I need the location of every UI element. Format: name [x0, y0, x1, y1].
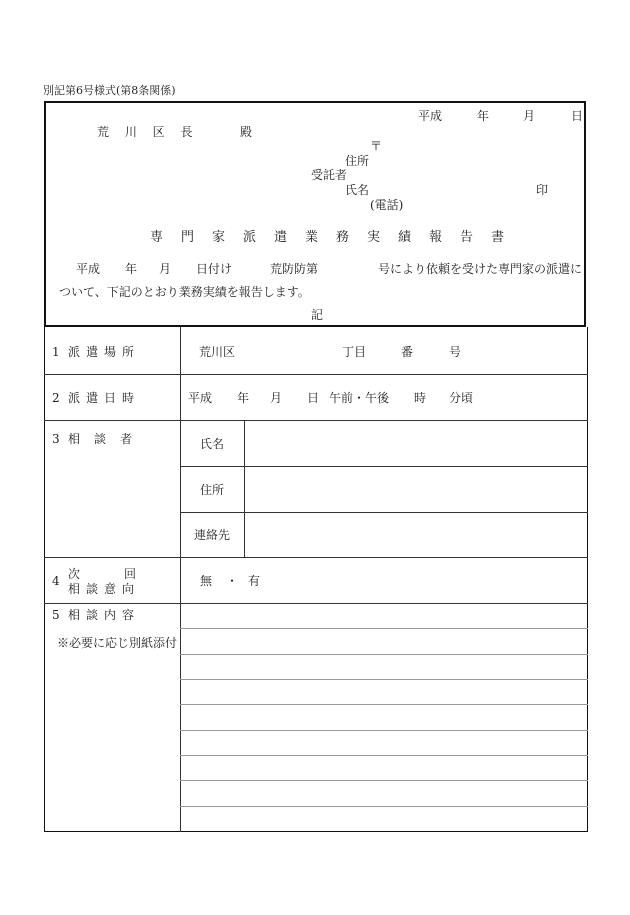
- datetime-era: 平成: [188, 391, 213, 405]
- ki-label: 記: [311, 308, 324, 322]
- postal-mark: 〒: [370, 139, 383, 153]
- item-1-label: 派遣場所: [68, 345, 141, 359]
- next-none-option: 無: [200, 574, 213, 588]
- datetime-minute: 分頃: [449, 391, 474, 405]
- item-2-number: 2: [52, 391, 60, 405]
- row-divider: [44, 374, 588, 375]
- datetime-year: 年: [237, 391, 250, 405]
- label-column-divider: [180, 327, 181, 832]
- seal-label: 印: [536, 183, 549, 197]
- consultant-contact-label: 連絡先: [194, 528, 231, 542]
- sender-address-label: 住所: [345, 154, 370, 168]
- body-office: 荒防防第: [270, 262, 319, 276]
- datetime-month: 月: [270, 391, 283, 405]
- item-3-number: 3: [52, 432, 60, 446]
- consultant-address-label: 住所: [200, 483, 225, 497]
- row-divider: [44, 557, 588, 558]
- ruled-line: [180, 679, 588, 680]
- ruled-line: [180, 755, 588, 756]
- date-month: 月: [523, 109, 536, 123]
- addressee-honorific: 殿: [240, 125, 253, 139]
- content-attachment-note: ※必要に応じ別紙添付: [57, 636, 178, 650]
- sender-role-label: 受託者: [311, 168, 348, 182]
- row-divider: [180, 512, 588, 513]
- body-dated: 日付け: [196, 262, 233, 276]
- place-chome: 丁目: [342, 345, 367, 359]
- body-era: 平成: [76, 262, 101, 276]
- row-divider: [44, 420, 588, 421]
- datetime-hour: 時: [414, 391, 427, 405]
- item-4-label-top: 次回: [68, 567, 181, 581]
- ruled-line: [180, 654, 588, 655]
- next-separator: ・: [226, 574, 239, 588]
- item-5-number: 5: [52, 608, 60, 622]
- place-ward: 荒川区: [199, 345, 236, 359]
- addressee-name: 荒 川 区 長: [97, 125, 199, 139]
- place-go: 号: [449, 345, 462, 359]
- body-line-2: ついて、下記のとおり業務実績を報告します。: [59, 285, 310, 299]
- item-4-label-bottom: 相談意向: [68, 582, 141, 596]
- date-day: 日: [571, 109, 584, 123]
- ruled-line: [180, 628, 588, 629]
- row-divider: [180, 466, 588, 467]
- datetime-ampm: 午前・午後: [329, 391, 390, 405]
- place-ban: 番: [401, 345, 414, 359]
- item-1-number: 1: [52, 345, 60, 359]
- body-rest: 号により依頼を受けた専門家の派遣に: [378, 262, 583, 276]
- item-3-label: 相談者: [68, 432, 147, 446]
- body-month: 月: [159, 262, 172, 276]
- ruled-line: [180, 780, 588, 781]
- datetime-day: 日: [307, 391, 320, 405]
- sender-phone-label: (電話): [370, 198, 404, 212]
- row-divider: [44, 603, 588, 604]
- item-4-number: 4: [52, 574, 60, 588]
- report-title: 専門家派遣業務実績報告書: [150, 230, 523, 245]
- item-2-label: 派遣日時: [68, 391, 141, 405]
- consultant-field-divider: [244, 421, 245, 558]
- consultant-name-label: 氏名: [200, 437, 225, 451]
- ruled-line: [180, 730, 588, 731]
- ruled-line: [180, 806, 588, 807]
- item-5-label: 相談内容: [68, 608, 141, 622]
- sender-name-label: 氏名: [345, 183, 370, 197]
- date-era: 平成: [418, 109, 443, 123]
- next-yes-option: 有: [248, 574, 261, 588]
- body-year: 年: [125, 262, 138, 276]
- ruled-line: [180, 704, 588, 705]
- date-year: 年: [477, 109, 490, 123]
- form-number: 別記第6号様式(第8条関係): [43, 84, 176, 97]
